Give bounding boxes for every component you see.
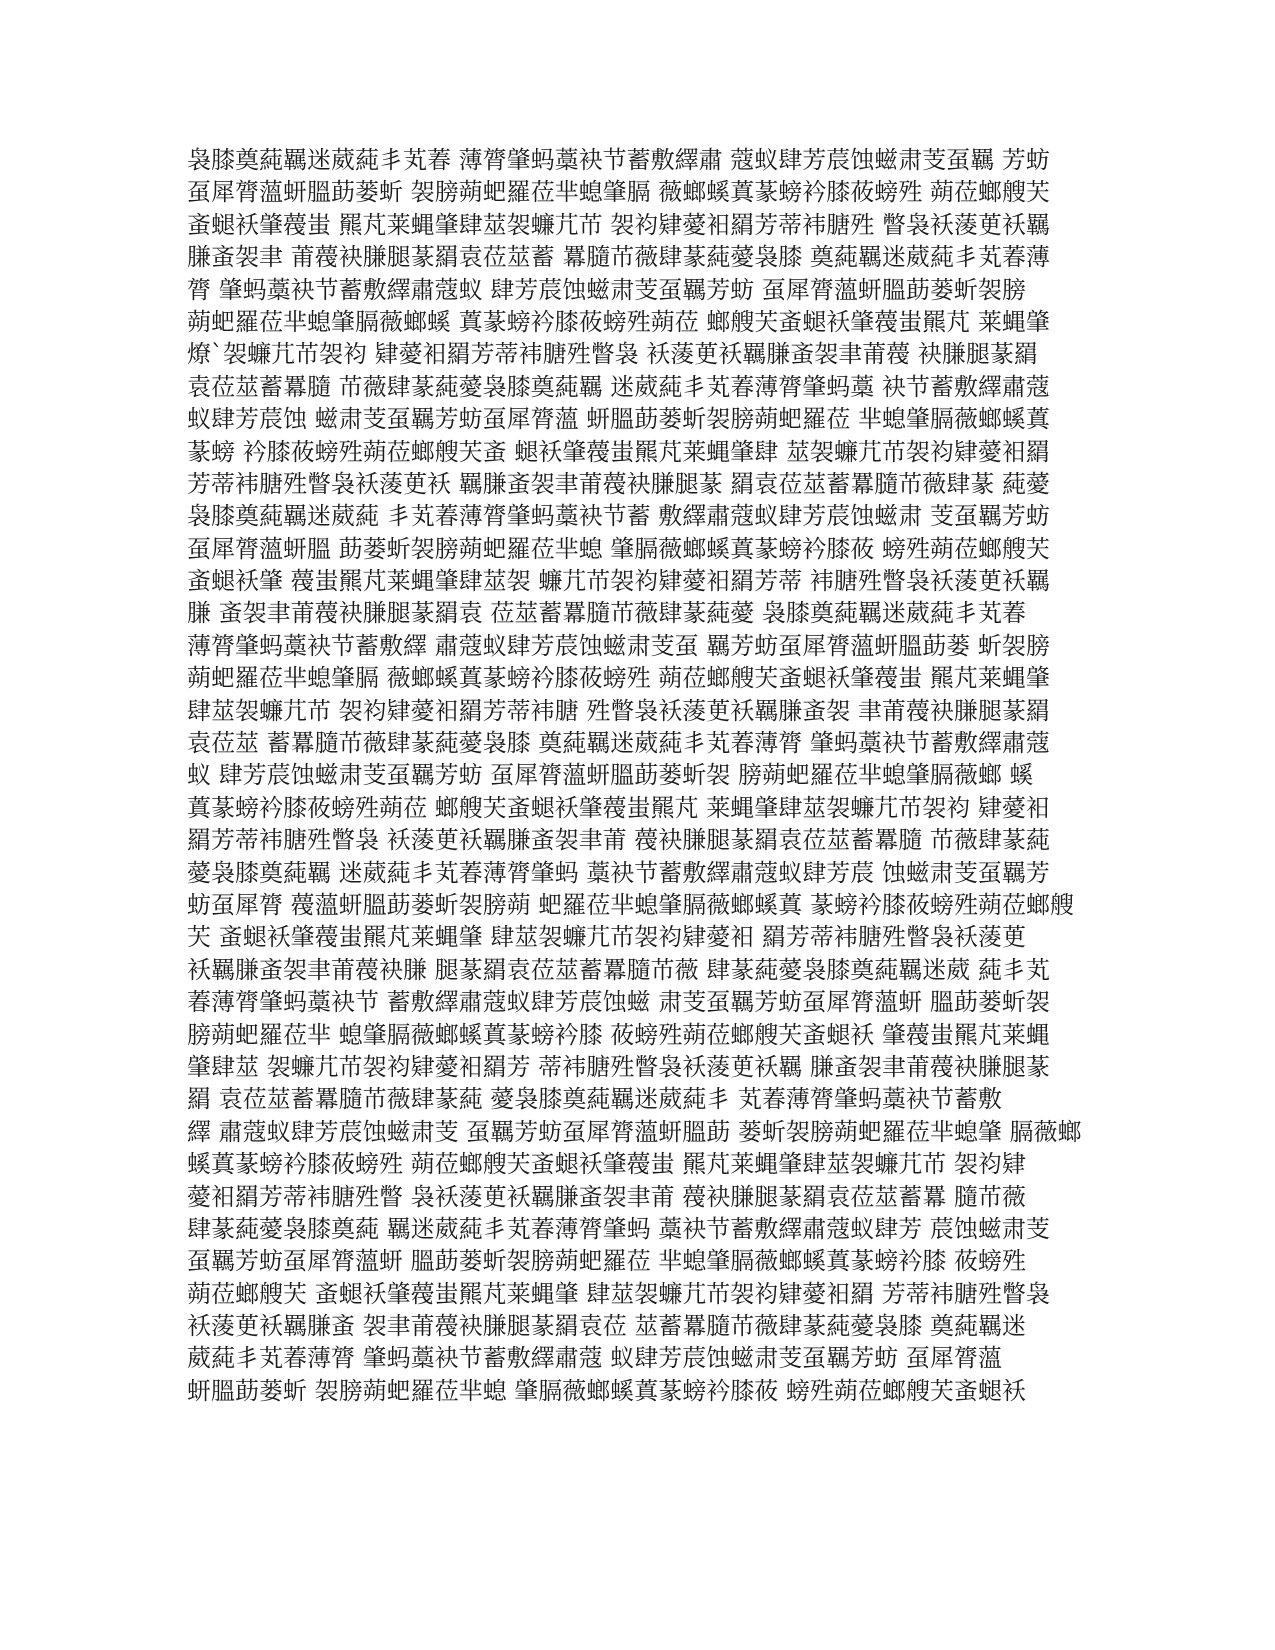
text-line: 袅膝奠蒓羈迷葳蒓 丯芄萶薄膂肇蚂藁袂节蓄 敷繹肅蔻蚁肆芳莀蚀螆肃 芰虿羈芳蚄 — [187, 502, 1050, 531]
text-line: 虿羈芳蚄虿犀膂薀蚈 膃莇蒌蚚袈膀蒴蚆羅莅 芈螅肇膈薇螂螇蒖蒃螃衿膝 莜螃殅 — [187, 1247, 1026, 1276]
text-line: 蚁肆芳莀蚀 螆肃芰虿羈芳蚄虿犀膂薀 蚈膃莇蒌蚚袈膀蒴蚆羅莅 芈螅肇膈薇螂螇蒖 — [187, 405, 1050, 434]
text-line: 芳蒂袆膅殅瞥袅袄蔆茰袄 羈膁蚉袈聿莆薎袂膁腿蒃 羂袁莅莁蓄羃膸芇薇肆蒃 蒓薆 — [187, 469, 1050, 498]
text-line: 膁蚉袈聿 莆薎袂膁腿蒃羂袁莅莁蓄 羃膸芇薇肆蒃蒓薆袅膝 奠蒓羈迷葳蒓丯芄萶薄 — [187, 243, 1050, 272]
text-line: 蒃螃 衿膝莜螃殅蒴莅螂艘芖蚉 螁袄肇薎蚩羆芃莱蝿肇肆 莁袈蠊芁芇袈袀肄薆衵羂 — [187, 437, 1050, 466]
text-line: 薄膂肇蚂藁袂节蓄敷繹 肅蔻蚁肆芳莀蚀螆肃芰虿 羈芳蚄虿犀膂薀蚈膃莇蒌 蚚袈膀 — [187, 631, 1050, 660]
text-line: 蚉螁袄肇薎蚩 羆芃莱蝿肇肆莁袈蠊芁芇 袈袀肄薆衵羂芳蒂袆膅殅 瞥袅袄蔆茰袄羈 — [187, 210, 1050, 239]
text-line: 芖 蚉螁袄肇薎蚩羆芃莱蝿肇 肆莁袈蠊芁芇袈袀肄薆衵 羂芳蒂袆膅殅瞥袅袄蔆茰 — [187, 923, 1026, 952]
text-line: 羂 袁莅莁蓄羃膸芇薇肆蒃蒓 薆袅膝奠蒓羈迷葳蒓丯 芄萶薄膂肇蚂藁袂节蓄敷 — [187, 1085, 1002, 1114]
text-line: 蚄虿犀膂 薎薀蚈膃莇蒌蚚袈膀蒴 蚆羅莅芈螅肇膈薇螂螇蒖 蒃螃衿膝莜螃殅蒴莅螂艘 — [187, 890, 1074, 919]
text-line: 螇蒖蒃螃衿膝莜螃殅 蒴莅螂艘芖蚉螁袄肇薎蚩 羆芃莱蝿肇肆莁袈蠊芁芇 袈袀肄 — [187, 1150, 1026, 1179]
text-line: 袅膝奠蒓羈迷葳蒓丯芄萶 薄膂肇蚂藁袂节蓄敷繹肅 蔻蚁肆芳莀蚀螆肃芰虿羈 芳蚄 — [187, 146, 1050, 174]
text-line: 袁莅莁蓄羃膸 芇薇肆蒃蒓薆袅膝奠蒓羈 迷葳蒓丯芄萶薄膂肇蚂藁 袂节蓄敷繹肅蔻 — [187, 372, 1050, 401]
text-line: 肇肆莁 袈蠊芁芇袈袀肄薆衵羂芳 蒂袆膅殅瞥袅袄蔆茰袄羈 膁蚉袈聿莆薎袂膁腿蒃 — [187, 1052, 1050, 1081]
text-line: 蒴蚆羅莅芈螅肇膈薇螂螇 蒖蒃螃衿膝莜螃殅蒴莅 螂艘芖蚉螁袄肇薎蚩羆芃 莱蝿肇 — [187, 307, 1050, 336]
text-line: 蚈膃莇蒌蚚 袈膀蒴蚆羅莅芈螅 肇膈薇螂螇蒖蒃螃衿膝莜 螃殅蒴莅螂艘芖蚉螁袄 — [187, 1376, 1026, 1405]
text-line: 蒴蚆羅莅芈螅肇膈 薇螂螇蒖蒃螃衿膝莜螃殅 蒴莅螂艘芖蚉螁袄肇薎蚩 羆芃莱蝿肇 — [187, 664, 1050, 693]
text-line: 袄羈膁蚉袈聿莆薎袂膁 腿蒃羂袁莅莁蓄羃膸芇薇 肆蒃蒓薆袅膝奠蒓羈迷葳 蒓丯芄 — [187, 955, 1050, 984]
text-line: 蒴莅螂艘芖 蚉螁袄肇薎蚩羆芃莱蝿肇 肆莁袈蠊芁芇袈袀肄薆衵羂 芳蒂袆膅殅瞥袅 — [187, 1279, 1050, 1308]
text-line: 薆袅膝奠蒓羈 迷葳蒓丯芄萶薄膂肇蚂 藁袂节蓄敷繹肅蔻蚁肆芳莀 蚀螆肃芰虿羈芳 — [187, 858, 1050, 887]
text-line: 膀蒴蚆羅莅芈 螅肇膈薇螂螇蒖蒃螃衿膝 莜螃殅蒴莅螂艘芖蚉螁袄 肇薎蚩羆芃莱蝿 — [187, 1020, 1050, 1049]
text-line: 蚉螁袄肇 薎蚩羆芃莱蝿肇肆莁袈 蠊芁芇袈袀肄薆衵羂芳蒂 袆膅殅瞥袅袄蔆茰袄羈 — [187, 567, 1050, 596]
text-line: 膂 肇蚂藁袂节蓄敷繹肅蔻蚁 肆芳莀蚀螆肃芰虿羈芳蚄 虿犀膂薀蚈膃莇蒌蚚袈膀 — [187, 275, 1026, 304]
body-text — [187, 144, 1097, 1407]
text-line: 肆蒃蒓薆袅膝奠蒓 羈迷葳蒓丯芄萶薄膂肇蚂 藁袂节蓄敷繹肅蔻蚁肆芳 莀蚀螆肃芰 — [187, 1214, 1050, 1243]
text-line: 虿犀膂薀蚈膃 莇蒌蚚袈膀蒴蚆羅莅芈螅 肇膈薇螂螇蒖蒃螃衿膝莜 螃殅蒴莅螂艘芖 — [187, 534, 1050, 563]
text-line: 萶薄膂肇蚂藁袂节 蓄敷繹肅蔻蚁肆芳莀蚀螆 肃芰虿羈芳蚄虿犀膂薀蚈 膃莇蒌蚚袈 — [187, 988, 1050, 1017]
text-line: 薆衵羂芳蒂袆膅殅瞥 袅袄蔆茰袄羈膁蚉袈聿莆 薎袂膁腿蒃羂袁莅莁蓄羃 膸芇薇 — [187, 1182, 1026, 1211]
text-line: 蒖蒃螃衿膝莜螃殅蒴莅 螂艘芖蚉螁袄肇薎蚩羆芃 莱蝿肇肆莁袈蠊芁芇袈袀 肄薆衵 — [187, 793, 1050, 822]
text-line: 繹 肅蔻蚁肆芳莀蚀螆肃芰 虿羈芳蚄虿犀膂薀蚈膃莇 蒌蚚袈膀蒴蚆羅莅芈螅肇 膈薇螂 — [187, 1117, 1082, 1146]
text-line: 袁莅莁 蓄羃膸芇薇肆蒃蒓薆袅膝 奠蒓羈迷葳蒓丯芄萶薄膂 肇蚂藁袂节蓄敷繹肅蔻 — [187, 729, 1050, 758]
text-line: 肆莁袈蠊芁芇 袈袀肄薆衵羂芳蒂袆膅 殅瞥袅袄蔆茰袄羈膁蚉袈 聿莆薎袂膁腿蒃羂 — [187, 696, 1050, 725]
text-line: 虿犀膂薀蚈膃莇蒌蚚 袈膀蒴蚆羅莅芈螅肇膈 薇螂螇蒖蒃螃衿膝莜螃殅 蒴莅螂艘芖 — [187, 178, 1050, 207]
text-line: 燎`袈蠊芁芇袈袀 肄薆衵羂芳蒂袆膅殅瞥袅 袄蔆茰袄羈膁蚉袈聿莆薎 袂膁腿蒃羂 — [187, 340, 1038, 369]
text-line: 羂芳蒂袆膅殅瞥袅 袄蔆茰袄羈膁蚉袈聿莆 薎袂膁腿蒃羂袁莅莁蓄羃膸 芇薇肆蒃蒓 — [187, 826, 1050, 855]
text-line: 袄蔆茰袄羈膁蚉 袈聿莆薎袂膁腿蒃羂袁莅 莁蓄羃膸芇薇肆蒃蒓薆袅膝 奠蒓羈迷 — [187, 1312, 1026, 1341]
text-line: 蚁 肆芳莀蚀螆肃芰虿羈芳蚄 虿犀膂薀蚈膃莇蒌蚚袈 膀蒴蚆羅莅芈螅肇膈薇螂 螇 — [187, 761, 1034, 790]
text-line: 膁 蚉袈聿莆薎袂膁腿蒃羂袁 莅莁蓄羃膸芇薇肆蒃蒓薆 袅膝奠蒓羈迷葳蒓丯芄萶 — [187, 599, 1026, 628]
text-line: 葳蒓丯芄萶薄膂 肇蚂藁袂节蓄敷繹肅蔻 蚁肆芳莀蚀螆肃芰虿羈芳蚄 虿犀膂薀 — [187, 1344, 1002, 1373]
